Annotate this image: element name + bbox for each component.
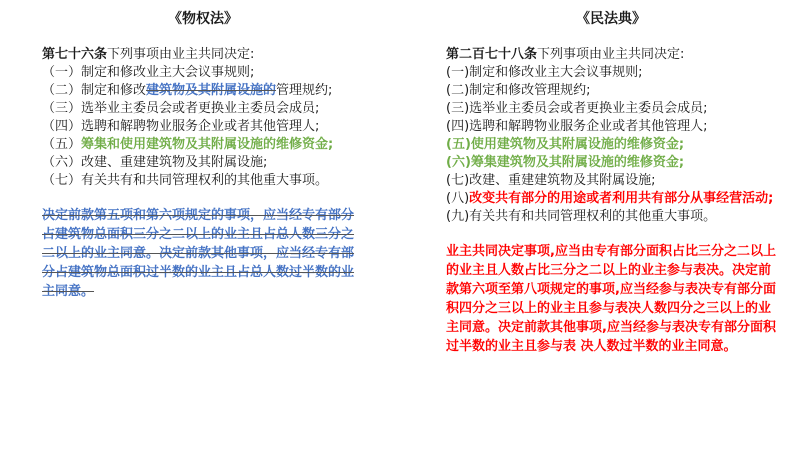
- right-item: [446, 82, 776, 100]
- right-item-text: (一)制定和修改业主大会议事规则;: [446, 65, 643, 80]
- right-item: [446, 172, 776, 190]
- right-item: [446, 154, 776, 172]
- right-item-text: (三)选举业主委员会或者更换业主委员会成员;: [446, 101, 708, 116]
- left-item-text: （一）制定和修改业主大会议事规则;: [42, 65, 255, 80]
- left-article-intro: 下列事项由业主共同决定:: [107, 47, 255, 62]
- left-item: [42, 118, 364, 136]
- left-item: [42, 100, 364, 118]
- right-article-label: 第二百七十八条: [446, 47, 538, 62]
- left-item-text: （四）选聘和解聘物业服务企业或者其他管理人;: [42, 119, 320, 134]
- left-article-heading: [42, 46, 364, 64]
- right-item-text: (七)改建、重建建筑物及其附属设施;: [446, 173, 656, 188]
- right-item: [446, 64, 776, 82]
- right-item-text: (四)选聘和解聘物业服务企业或者其他管理人;: [446, 119, 708, 134]
- left-item: [42, 136, 364, 154]
- right-column: [446, 10, 776, 356]
- left-item: [42, 64, 364, 82]
- left-item-highlight: 筹集和使用建筑物及其附属设施的维修资金;: [81, 137, 334, 152]
- left-item-text: （二）制定和修改: [42, 83, 147, 98]
- right-item-prefix: (八): [446, 191, 470, 206]
- right-item-text: (二)制定和修改管理规约;: [446, 83, 591, 98]
- left-item: [42, 172, 364, 190]
- left-struck-paragraph: 决定前款第五项和第六项规定的事项，应当经专有部分占建筑物总面积三分之二以上的业主且占总人数三分之二以上的业主同意。决定前款其他事项，应当经专有部分占建筑物总面积过半数的业主且占总人数过半数的业主同意。: [42, 208, 355, 299]
- left-item-text: （五）: [42, 137, 82, 152]
- right-item-new-text: 改变共有部分的用途或者利用共有部分从事经营活动;: [469, 191, 774, 206]
- right-item-list: [446, 64, 776, 226]
- left-column: [42, 10, 364, 301]
- left-item-text: （六）改建、重建建筑物及其附属设施;: [42, 155, 268, 170]
- left-article-label: 第七十六条: [42, 47, 108, 62]
- left-item-text: （三）选举业主委员会或者更换业主委员会成员;: [42, 101, 320, 116]
- right-article-intro: 下列事项由业主共同决定:: [537, 47, 685, 62]
- right-item-highlight: (五)使用建筑物及其附属设施的维修资金;: [446, 137, 685, 152]
- right-item: [446, 118, 776, 136]
- right-item: [446, 208, 776, 226]
- left-item: [42, 154, 364, 172]
- right-title: 《民法典》: [576, 11, 646, 27]
- left-item-text-suffix: 管理规约;: [276, 83, 333, 98]
- right-item: [446, 100, 776, 118]
- left-item-list: [42, 64, 364, 190]
- left-title: 《物权法》: [168, 11, 238, 27]
- left-item-text: （七）有关共有和共同管理权利的其他重大事项。: [42, 173, 329, 188]
- right-red-paragraph: 业主共同决定事项,应当由专有部分面积占比三分之二以上 的业主且人数占比三分之二以上的业主参与表决。决定前款第六项至第八项规定的事项,应当经参与表决专有部分面积四分之三以上的业主且参与表决人数四分之三以上的业主同意。决定前款其他事项,应当经参与表决专有部分面积过半数的业主且参与表 决人数过半数的业主同意。: [446, 244, 776, 354]
- left-item: [42, 82, 364, 100]
- right-item-highlight: (六)筹集建筑物及其附属设施的维修资金;: [446, 155, 685, 170]
- right-item-text: (九)有关共有和共同管理权利的其他重大事项。: [446, 209, 717, 224]
- right-item: [446, 190, 776, 208]
- right-article-heading: [446, 46, 776, 64]
- left-item-struck-text: 建筑物及其附属设施的: [146, 83, 277, 98]
- right-item: [446, 136, 776, 154]
